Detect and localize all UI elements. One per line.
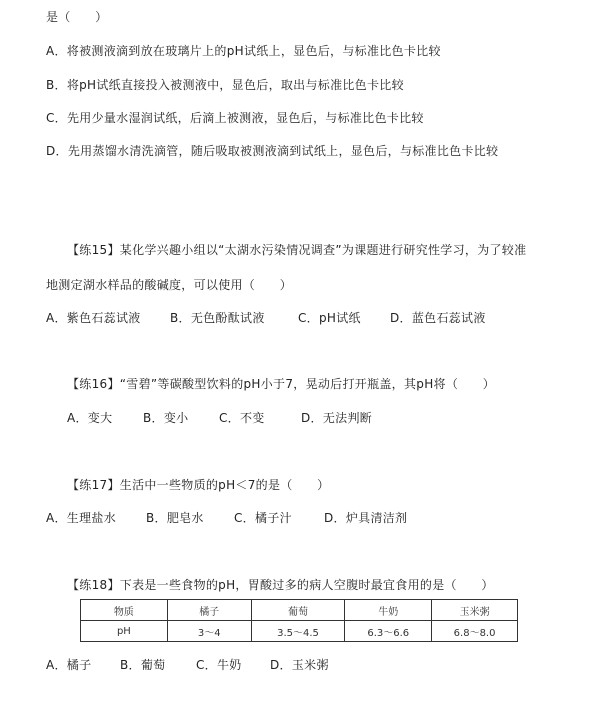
ph-table xyxy=(80,599,518,642)
ph-table-header-row xyxy=(81,600,518,621)
q15-option-a: A．紫色石蕊试液 xyxy=(46,311,141,325)
q15-option-c: C．pH试纸 xyxy=(298,311,361,325)
q17-option-c: C．橘子汁 xyxy=(234,511,292,525)
q18-stem: 【练18】下表是一些食物的pH，胃酸过多的病人空腹时最宜食用的是（ ） xyxy=(67,578,494,592)
q15-stem-line2: 地测定湖水样品的酸碱度，可以使用（ ） xyxy=(46,278,293,292)
q15-option-d: D．蓝色石蕊试液 xyxy=(390,311,486,325)
q14-option-b: B．将pH试纸直接投入被测液中，显色后，取出与标准比色卡比较 xyxy=(46,78,404,92)
q16-option-b: B．变小 xyxy=(143,411,189,425)
ph-table-header-cell: 物质 xyxy=(81,600,168,621)
q17-option-b: B．肥皂水 xyxy=(146,511,204,525)
ph-table-header-cell: 玉米粥 xyxy=(432,600,518,621)
q17-option-d: D．炉具清洁剂 xyxy=(324,511,408,525)
ph-table-cell: 3～4 xyxy=(167,621,251,642)
ph-table-cell: pH xyxy=(81,621,168,642)
ph-table-cell: 6.3～6.6 xyxy=(345,621,432,642)
q17-option-a: A．生理盐水 xyxy=(46,511,117,525)
q16-option-a: A．变大 xyxy=(67,411,113,425)
q15-stem-line1: 【练15】某化学兴趣小组以“太湖水污染情况调查”为课题进行研究性学习，为了较准 xyxy=(67,243,527,257)
q14-stem-tail: 是（ ） xyxy=(46,10,108,24)
q16-option-d: D．无法判断 xyxy=(301,411,373,425)
q17-stem: 【练17】生活中一些物质的pH＜7的是（ ） xyxy=(67,478,330,492)
ph-table-header-cell: 橘子 xyxy=(167,600,251,621)
q14-option-c: C．先用少量水湿润试纸，后滴上被测液，显色后，与标准比色卡比较 xyxy=(46,111,424,125)
ph-table-value-row xyxy=(81,621,518,642)
q16-stem: 【练16】“雪碧”等碳酸型饮料的pH小于7，晃动后打开瓶盖，其pH将（ ） xyxy=(67,377,496,391)
q16-option-c: C．不变 xyxy=(219,411,265,425)
ph-table-cell: 3.5～4.5 xyxy=(251,621,345,642)
q18-option-d: D．玉米粥 xyxy=(270,658,329,672)
ph-table-header-cell: 葡萄 xyxy=(251,600,345,621)
q18-options xyxy=(46,656,329,673)
q14-option-a: A．将被测液滴到放在玻璃片上的pH试纸上，显色后，与标准比色卡比较 xyxy=(46,44,441,58)
q15-option-b: B．无色酚酞试液 xyxy=(170,311,265,325)
q15-options xyxy=(46,309,486,326)
ph-table-header-cell: 牛奶 xyxy=(345,600,432,621)
q16-options xyxy=(67,409,372,426)
ph-table-cell: 6.8～8.0 xyxy=(432,621,518,642)
q18-option-b: B．葡萄 xyxy=(120,658,166,672)
q17-options xyxy=(46,509,407,526)
q18-option-a: A．橘子 xyxy=(46,658,92,672)
q14-option-d: D．先用蒸馏水清洗滴管，随后吸取被测液滴到试纸上，显色后，与标准比色卡比较 xyxy=(46,144,499,158)
q18-option-c: C．牛奶 xyxy=(196,658,242,672)
